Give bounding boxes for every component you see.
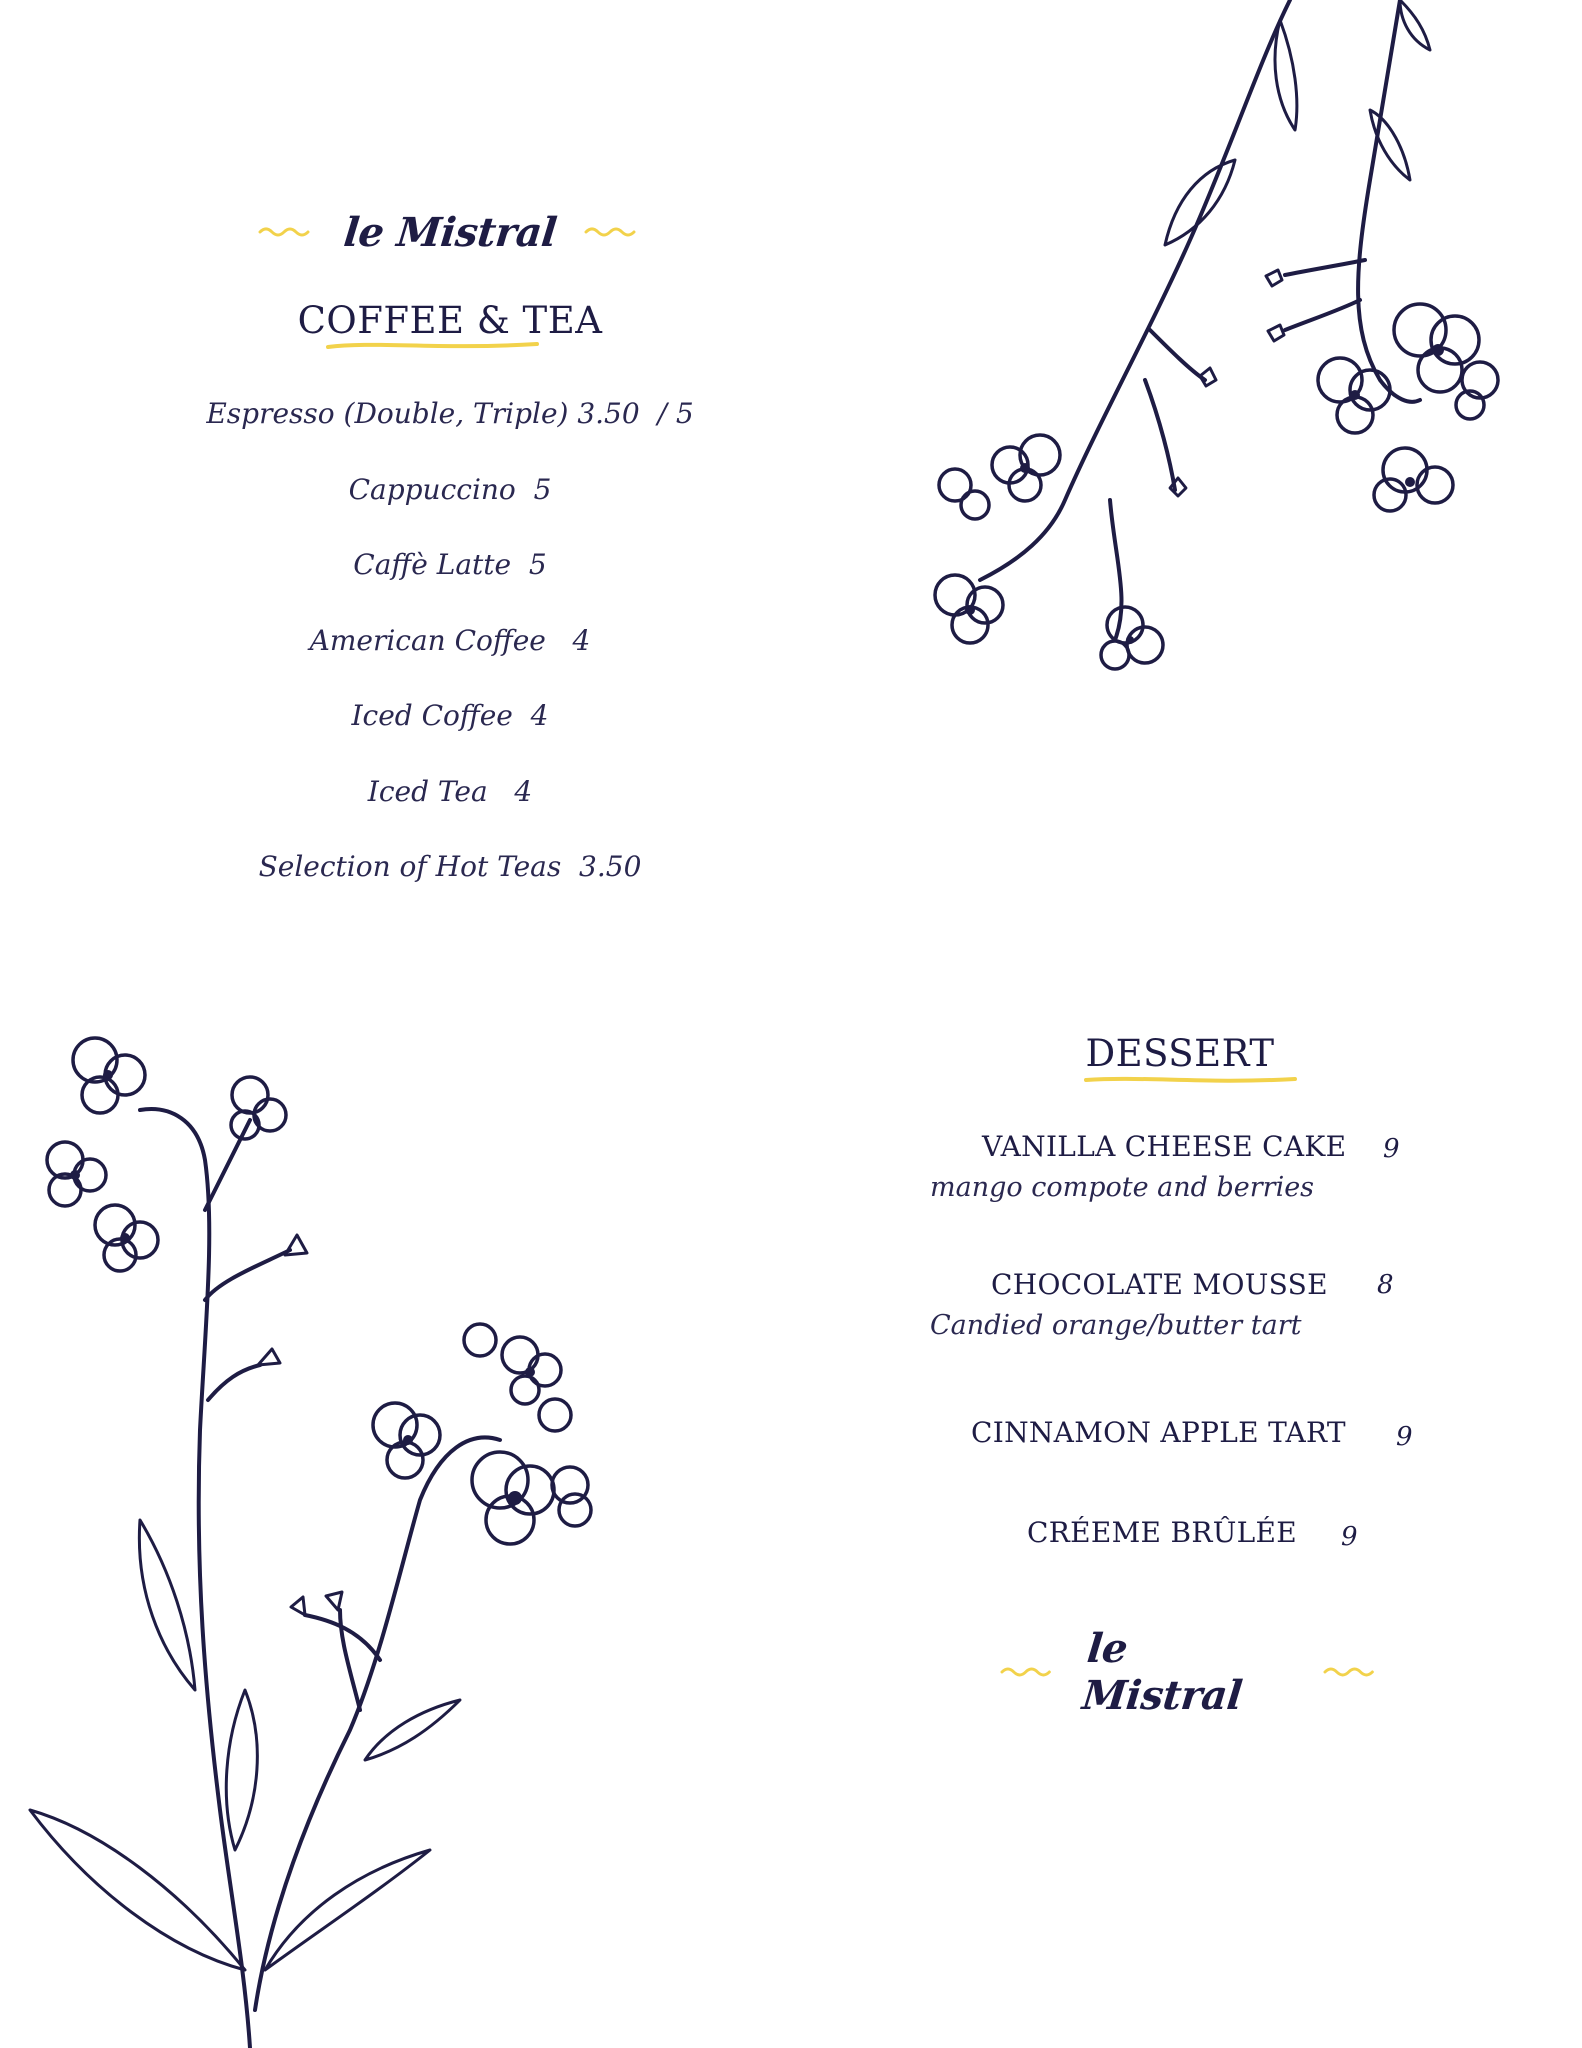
coffee-item: Iced Coffee 4	[351, 699, 549, 732]
wave-ornament-right	[1323, 1664, 1380, 1680]
dessert-item-name: CHOCOLATE MOUSSE	[991, 1268, 1328, 1301]
botanical-illustration-top-right	[900, 0, 1520, 690]
coffee-item: Iced Tea 4	[367, 774, 533, 808]
brand-logo-top	[250, 202, 650, 262]
botanical-illustration-bottom-left	[20, 1010, 610, 2048]
dessert-item-name: CINNAMON APPLE TART	[971, 1416, 1346, 1449]
coffee-item: American Coffee 4	[309, 623, 591, 657]
heading-underline-coffee	[325, 338, 540, 352]
dessert-item-price: 9	[1383, 1134, 1400, 1164]
coffee-item: Selection of Hot Teas 3.50	[258, 850, 642, 883]
heading-underline-dessert	[1083, 1072, 1298, 1086]
dessert-heading: DESSERT	[1085, 1032, 1275, 1075]
brand-wordmark: le Mistral	[1080, 1625, 1245, 1719]
wave-ornament-left	[258, 224, 316, 240]
wave-ornament-right	[584, 224, 642, 240]
brand-wordmark: le Mistral	[341, 208, 559, 256]
dessert-item-price: 8	[1377, 1270, 1394, 1300]
coffee-item: Caffè Latte 5	[353, 548, 547, 581]
wave-ornament-left	[1000, 1664, 1057, 1680]
coffee-item: Cappuccino 5	[348, 472, 552, 506]
coffee-item: Espresso (Double, Triple) 3.50 / 5	[206, 397, 694, 430]
dessert-item-price: 9	[1396, 1422, 1413, 1452]
coffee-tea-heading: COFFEE & TEA	[297, 299, 603, 342]
dessert-item-name: VANILLA CHEESE CAKE	[982, 1130, 1347, 1163]
coffee-tea-list	[150, 390, 750, 919]
brand-logo-bottom	[1000, 1625, 1380, 1719]
dessert-item-name: CRÉEME BRÛLÉE	[1027, 1516, 1298, 1549]
dessert-item-price: 9	[1341, 1522, 1358, 1552]
dessert-item-description: Candied orange/butter tart	[930, 1310, 1302, 1341]
dessert-item-description: mango compote and berries	[930, 1172, 1315, 1203]
